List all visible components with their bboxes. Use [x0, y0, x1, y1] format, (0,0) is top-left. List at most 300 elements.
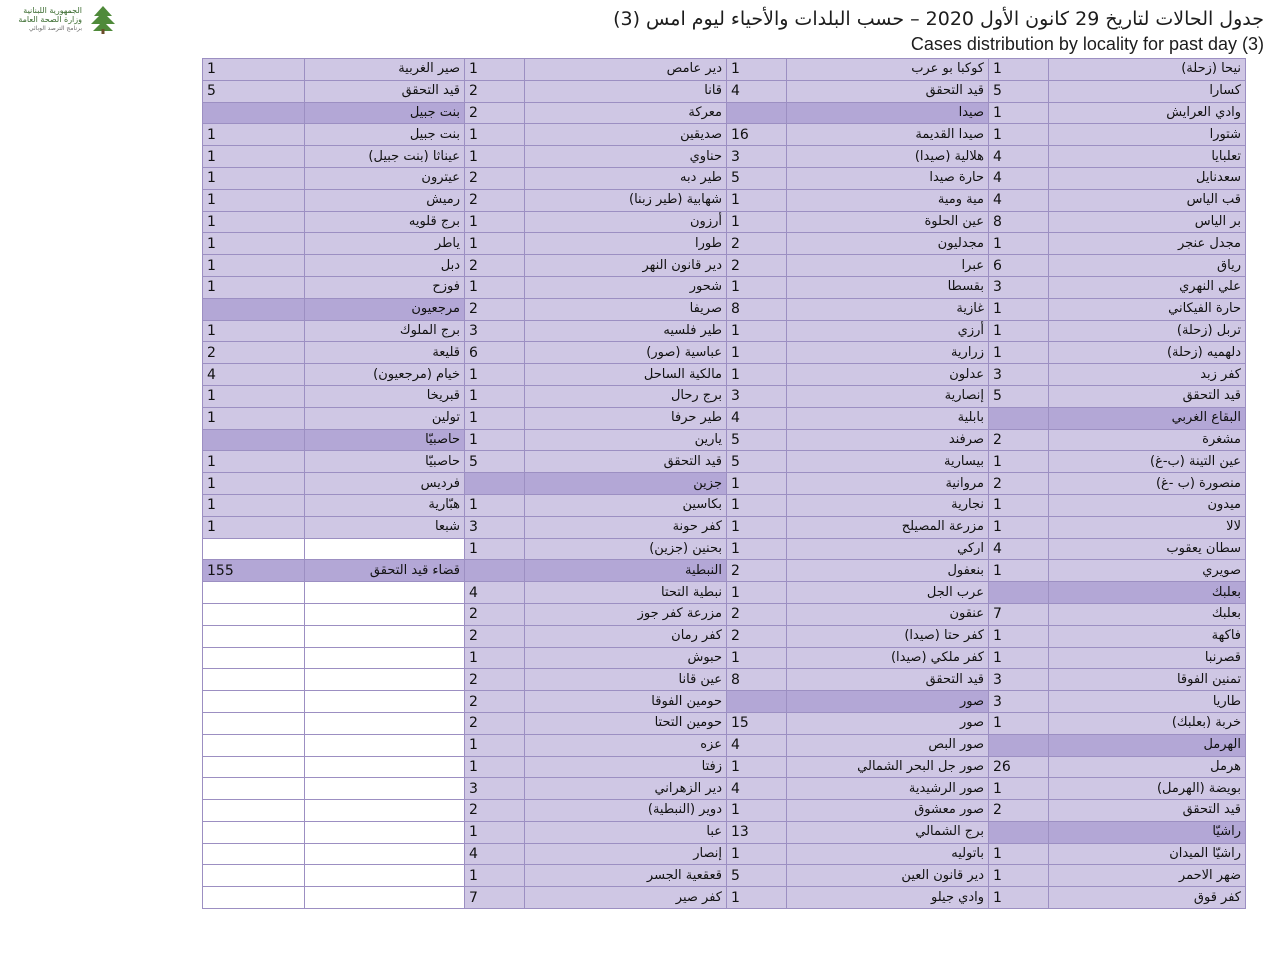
case-count: 1 [727, 582, 787, 604]
case-count [465, 473, 525, 495]
locality-name: مجدل عنجر [1049, 233, 1246, 255]
locality-name: صور جل البحر الشمالي [787, 756, 989, 778]
case-count: 1 [465, 429, 525, 451]
locality-name: قيد التحقق [1049, 385, 1246, 407]
case-count: 3 [727, 385, 787, 407]
locality-name [305, 712, 465, 734]
case-count: 2 [727, 603, 787, 625]
case-count: 3 [989, 691, 1049, 713]
table-row [203, 778, 1246, 800]
case-count: 3 [465, 320, 525, 342]
case-count: 1 [727, 342, 787, 364]
logo-line-2: وزارة الصحة العامة [18, 15, 82, 24]
locality-name: بحنين (جزين) [525, 538, 727, 560]
case-count [203, 712, 305, 734]
locality-name: دير عامص [525, 59, 727, 81]
case-count: 1 [989, 647, 1049, 669]
locality-name: علي النهري [1049, 276, 1246, 298]
case-count: 2 [727, 255, 787, 277]
case-count [203, 647, 305, 669]
locality-name: كسارا [1049, 80, 1246, 102]
case-count: 1 [989, 625, 1049, 647]
table-row [203, 451, 1246, 473]
case-count: 26 [989, 756, 1049, 778]
case-count: 2 [203, 342, 305, 364]
case-count: 5 [989, 385, 1049, 407]
locality-name: عدلون [787, 364, 989, 386]
case-count: 1 [727, 320, 787, 342]
case-count: 1 [727, 189, 787, 211]
table-row [203, 712, 1246, 734]
case-count: 1 [203, 473, 305, 495]
locality-name: غازية [787, 298, 989, 320]
case-count: 4 [727, 80, 787, 102]
locality-name: بابلية [787, 407, 989, 429]
case-count: 5 [727, 429, 787, 451]
table-row [203, 276, 1246, 298]
case-count: 1 [989, 298, 1049, 320]
logo-line-3: برنامج الترصد الوبائي [28, 25, 82, 32]
case-count: 1 [203, 59, 305, 81]
table-row [203, 669, 1246, 691]
table-row [203, 691, 1246, 713]
case-count [203, 778, 305, 800]
case-count [203, 538, 305, 560]
table-row [203, 647, 1246, 669]
logo-text [18, 6, 82, 33]
case-count: 1 [203, 494, 305, 516]
case-count: 2 [989, 429, 1049, 451]
table-row [203, 865, 1246, 887]
case-count: 2 [465, 669, 525, 691]
case-count [203, 800, 305, 822]
case-count: 4 [989, 189, 1049, 211]
cedar-icon [88, 4, 118, 34]
case-count: 1 [465, 146, 525, 168]
locality-name: صريفا [525, 298, 727, 320]
case-count [203, 821, 305, 843]
case-count [203, 298, 305, 320]
locality-name: ميدون [1049, 494, 1246, 516]
locality-name: شتورا [1049, 124, 1246, 146]
locality-name: رميش [305, 189, 465, 211]
case-count [989, 821, 1049, 843]
case-count: 2 [989, 800, 1049, 822]
locality-name: بكاسين [525, 494, 727, 516]
locality-name: برج الشمالي [787, 821, 989, 843]
case-count: 4 [989, 167, 1049, 189]
case-count: 1 [203, 385, 305, 407]
locality-name: فرديس [305, 473, 465, 495]
locality-name: تربل (زحلة) [1049, 320, 1246, 342]
locality-name: قب الياس [1049, 189, 1246, 211]
case-count: 1 [465, 756, 525, 778]
case-count: 2 [465, 691, 525, 713]
locality-name: زفتا [525, 756, 727, 778]
case-count: 1 [727, 516, 787, 538]
case-count: 1 [727, 887, 787, 909]
locality-name: قيد التحقق [305, 80, 465, 102]
case-count: 155 [203, 560, 305, 582]
table-row [203, 734, 1246, 756]
locality-name: كفر حونة [525, 516, 727, 538]
logo-line-1: الجمهورية اللبنانية [23, 6, 82, 15]
district-header: بنت جبيل [305, 102, 465, 124]
case-count: 2 [727, 560, 787, 582]
locality-name: اركي [787, 538, 989, 560]
table-row [203, 233, 1246, 255]
case-count: 2 [465, 625, 525, 647]
case-count: 1 [727, 276, 787, 298]
case-count [989, 582, 1049, 604]
locality-name: قانا [525, 80, 727, 102]
locality-name: قليعة [305, 342, 465, 364]
locality-name: عيناثا (بنت جبيل) [305, 146, 465, 168]
locality-name: قعقعية الجسر [525, 865, 727, 887]
locality-name [305, 691, 465, 713]
case-count: 1 [465, 385, 525, 407]
case-count: 1 [465, 59, 525, 81]
district-header: الهرمل [1049, 734, 1246, 756]
case-count: 4 [465, 843, 525, 865]
table-row [203, 364, 1246, 386]
case-count: 1 [989, 320, 1049, 342]
locality-name [305, 800, 465, 822]
case-count: 4 [989, 146, 1049, 168]
case-count: 1 [727, 538, 787, 560]
case-count: 1 [727, 800, 787, 822]
locality-name: قيد التحقق [787, 669, 989, 691]
case-count: 1 [465, 734, 525, 756]
locality-name: صرفند [787, 429, 989, 451]
case-count: 1 [465, 211, 525, 233]
cases-table [202, 58, 1246, 909]
case-count: 6 [989, 255, 1049, 277]
case-count: 1 [989, 494, 1049, 516]
district-header: قضاء قيد التحقق [305, 560, 465, 582]
locality-name [305, 669, 465, 691]
locality-name [305, 778, 465, 800]
case-count [989, 407, 1049, 429]
table-row [203, 473, 1246, 495]
case-count: 1 [465, 821, 525, 843]
locality-name: تعلبايا [1049, 146, 1246, 168]
locality-name [305, 625, 465, 647]
locality-name: طير دبه [525, 167, 727, 189]
case-count [727, 102, 787, 124]
locality-name: منصورة (ب -غ) [1049, 473, 1246, 495]
locality-name: سطان يعقوب [1049, 538, 1246, 560]
case-count: 4 [727, 407, 787, 429]
locality-name: عبا [525, 821, 727, 843]
locality-name: نيحا (زحلة) [1049, 59, 1246, 81]
case-count: 3 [989, 364, 1049, 386]
case-count [203, 625, 305, 647]
locality-name: نجارية [787, 494, 989, 516]
locality-name: طير فلسيه [525, 320, 727, 342]
case-count: 1 [727, 647, 787, 669]
case-count: 16 [727, 124, 787, 146]
case-count: 4 [465, 582, 525, 604]
case-count: 1 [727, 211, 787, 233]
locality-name: كفر زبد [1049, 364, 1246, 386]
district-header: حاصبيّا [305, 429, 465, 451]
case-count: 1 [465, 124, 525, 146]
case-count: 4 [203, 364, 305, 386]
locality-name: عبرا [787, 255, 989, 277]
locality-name: مية ومية [787, 189, 989, 211]
table-row [203, 800, 1246, 822]
table-row [203, 167, 1246, 189]
locality-name: كفر حتا (صيدا) [787, 625, 989, 647]
locality-name: وادي جيلو [787, 887, 989, 909]
locality-name: دير الزهراني [525, 778, 727, 800]
case-count [203, 102, 305, 124]
locality-name [305, 887, 465, 909]
table-row [203, 560, 1246, 582]
case-count: 2 [465, 80, 525, 102]
case-count: 2 [465, 189, 525, 211]
table-row [203, 102, 1246, 124]
case-count: 2 [727, 625, 787, 647]
locality-name: بنعفول [787, 560, 989, 582]
case-count: 6 [465, 342, 525, 364]
case-count: 2 [465, 167, 525, 189]
case-count [203, 887, 305, 909]
locality-name: صديقين [525, 124, 727, 146]
locality-name: نبطية التحتا [525, 582, 727, 604]
table-row [203, 255, 1246, 277]
locality-name: بعلبك [1049, 603, 1246, 625]
locality-name: طاريا [1049, 691, 1246, 713]
case-count: 1 [989, 516, 1049, 538]
case-count: 3 [465, 516, 525, 538]
case-count: 15 [727, 712, 787, 734]
table-row [203, 407, 1246, 429]
table-row [203, 582, 1246, 604]
locality-name [305, 603, 465, 625]
table-row [203, 124, 1246, 146]
locality-name: بقسطا [787, 276, 989, 298]
case-count [203, 865, 305, 887]
ministry-logo [8, 2, 118, 34]
locality-name: شبعا [305, 516, 465, 538]
case-count: 1 [989, 712, 1049, 734]
locality-name: شحور [525, 276, 727, 298]
case-count: 2 [465, 255, 525, 277]
case-count: 5 [989, 80, 1049, 102]
locality-name: حارة صيدا [787, 167, 989, 189]
case-count: 1 [989, 887, 1049, 909]
locality-name: حناوي [525, 146, 727, 168]
case-count [203, 691, 305, 713]
case-count: 1 [203, 255, 305, 277]
locality-name: شهابية (طير زبنا) [525, 189, 727, 211]
district-header: صور [787, 691, 989, 713]
case-count: 1 [465, 494, 525, 516]
table-row [203, 298, 1246, 320]
locality-name: تولين [305, 407, 465, 429]
locality-name: برج قلويه [305, 211, 465, 233]
case-count: 1 [203, 189, 305, 211]
case-count: 1 [465, 233, 525, 255]
table-row [203, 385, 1246, 407]
locality-name: حبوش [525, 647, 727, 669]
locality-name: مالكية الساحل [525, 364, 727, 386]
case-count [203, 756, 305, 778]
case-count: 5 [465, 451, 525, 473]
locality-name: رياق [1049, 255, 1246, 277]
case-count: 13 [727, 821, 787, 843]
table-row [203, 80, 1246, 102]
case-count [989, 734, 1049, 756]
locality-name: كفر ملكي (صيدا) [787, 647, 989, 669]
table-row [203, 516, 1246, 538]
case-count: 3 [989, 669, 1049, 691]
locality-name: مروانية [787, 473, 989, 495]
case-count: 3 [989, 276, 1049, 298]
locality-name: كفر صير [525, 887, 727, 909]
locality-name [305, 821, 465, 843]
case-count [203, 669, 305, 691]
locality-name: دير قانون النهر [525, 255, 727, 277]
locality-name: عزه [525, 734, 727, 756]
case-count: 8 [727, 669, 787, 691]
case-count: 7 [465, 887, 525, 909]
case-count: 1 [727, 494, 787, 516]
case-count: 1 [989, 451, 1049, 473]
case-count: 1 [465, 538, 525, 560]
locality-name [305, 756, 465, 778]
locality-name: قيد التحقق [787, 80, 989, 102]
locality-name: كفر قوق [1049, 887, 1246, 909]
table-row [203, 189, 1246, 211]
case-count: 1 [465, 364, 525, 386]
locality-name: أرزي [787, 320, 989, 342]
locality-name: قيد التحقق [525, 451, 727, 473]
case-count: 2 [727, 233, 787, 255]
locality-name: عباسية (صور) [525, 342, 727, 364]
locality-name: صور معشوق [787, 800, 989, 822]
locality-name: بر الياس [1049, 211, 1246, 233]
table-row [203, 211, 1246, 233]
locality-name: خربة (بعلبك) [1049, 712, 1246, 734]
locality-name: كوكبا بو عرب [787, 59, 989, 81]
locality-name: مزرعة كفر جوز [525, 603, 727, 625]
locality-name: حومين التحتا [525, 712, 727, 734]
locality-name: طير حرفا [525, 407, 727, 429]
case-count [465, 560, 525, 582]
locality-name: دبل [305, 255, 465, 277]
case-count [203, 734, 305, 756]
table-row [203, 538, 1246, 560]
table-row [203, 429, 1246, 451]
district-header: بعلبك [1049, 582, 1246, 604]
locality-name: صير الغربية [305, 59, 465, 81]
table-row [203, 494, 1246, 516]
locality-name: دوير (النبطية) [525, 800, 727, 822]
locality-name: دير قانون العين [787, 865, 989, 887]
locality-name: عين التينة (ب-غ) [1049, 451, 1246, 473]
locality-name: عيترون [305, 167, 465, 189]
locality-name: باتوليه [787, 843, 989, 865]
locality-name: تمنين الفوقا [1049, 669, 1246, 691]
locality-name: طورا [525, 233, 727, 255]
locality-name: زرارية [787, 342, 989, 364]
case-count: 3 [465, 778, 525, 800]
case-count: 1 [727, 756, 787, 778]
locality-name: قبريخا [305, 385, 465, 407]
case-count [203, 603, 305, 625]
locality-name: إنصارية [787, 385, 989, 407]
page-title-arabic: جدول الحالات لتاريخ 29 كانون الأول 2020 – حسب البلدات والأحياء ليوم امس (3) [613, 8, 1264, 30]
case-count: 1 [727, 59, 787, 81]
locality-name [305, 647, 465, 669]
locality-name: خيام (مرجعيون) [305, 364, 465, 386]
case-count: 3 [727, 146, 787, 168]
case-count: 8 [727, 298, 787, 320]
locality-name: حاصبيّا [305, 451, 465, 473]
case-count: 2 [465, 603, 525, 625]
district-header: صيدا [787, 102, 989, 124]
locality-name: حارة الفيكاني [1049, 298, 1246, 320]
locality-name: سعدنايل [1049, 167, 1246, 189]
case-count: 8 [989, 211, 1049, 233]
locality-name [305, 843, 465, 865]
district-header: راشيّا [1049, 821, 1246, 843]
case-count: 1 [465, 276, 525, 298]
case-count: 1 [203, 124, 305, 146]
case-count: 5 [727, 167, 787, 189]
case-count: 7 [989, 603, 1049, 625]
district-header: مرجعيون [305, 298, 465, 320]
locality-name: صور [787, 712, 989, 734]
locality-name: معركة [525, 102, 727, 124]
locality-name [305, 582, 465, 604]
case-count: 1 [465, 407, 525, 429]
table-row [203, 146, 1246, 168]
table-row [203, 342, 1246, 364]
case-count: 1 [989, 843, 1049, 865]
case-count: 1 [727, 843, 787, 865]
locality-name: صور البص [787, 734, 989, 756]
locality-name: برج رحال [525, 385, 727, 407]
case-count: 4 [989, 538, 1049, 560]
district-header: البقاع الغربي [1049, 407, 1246, 429]
locality-name: برج الملوك [305, 320, 465, 342]
locality-name: بويضة (الهرمل) [1049, 778, 1246, 800]
case-count: 1 [989, 342, 1049, 364]
table-row [203, 756, 1246, 778]
locality-name: ضهر الاحمر [1049, 865, 1246, 887]
case-count: 2 [465, 800, 525, 822]
locality-name: فوزح [305, 276, 465, 298]
locality-name: كفر رمان [525, 625, 727, 647]
locality-name: مشغرة [1049, 429, 1246, 451]
case-count: 1 [727, 473, 787, 495]
case-count [203, 429, 305, 451]
case-count: 1 [203, 320, 305, 342]
case-count: 1 [203, 233, 305, 255]
locality-name: عنقون [787, 603, 989, 625]
locality-name: فاكهة [1049, 625, 1246, 647]
case-count: 1 [203, 451, 305, 473]
locality-name: عين قانا [525, 669, 727, 691]
locality-name: راشيّا الميدان [1049, 843, 1246, 865]
locality-name: قيد التحقق [1049, 800, 1246, 822]
locality-name: هلالية (صيدا) [787, 146, 989, 168]
case-count: 2 [465, 102, 525, 124]
